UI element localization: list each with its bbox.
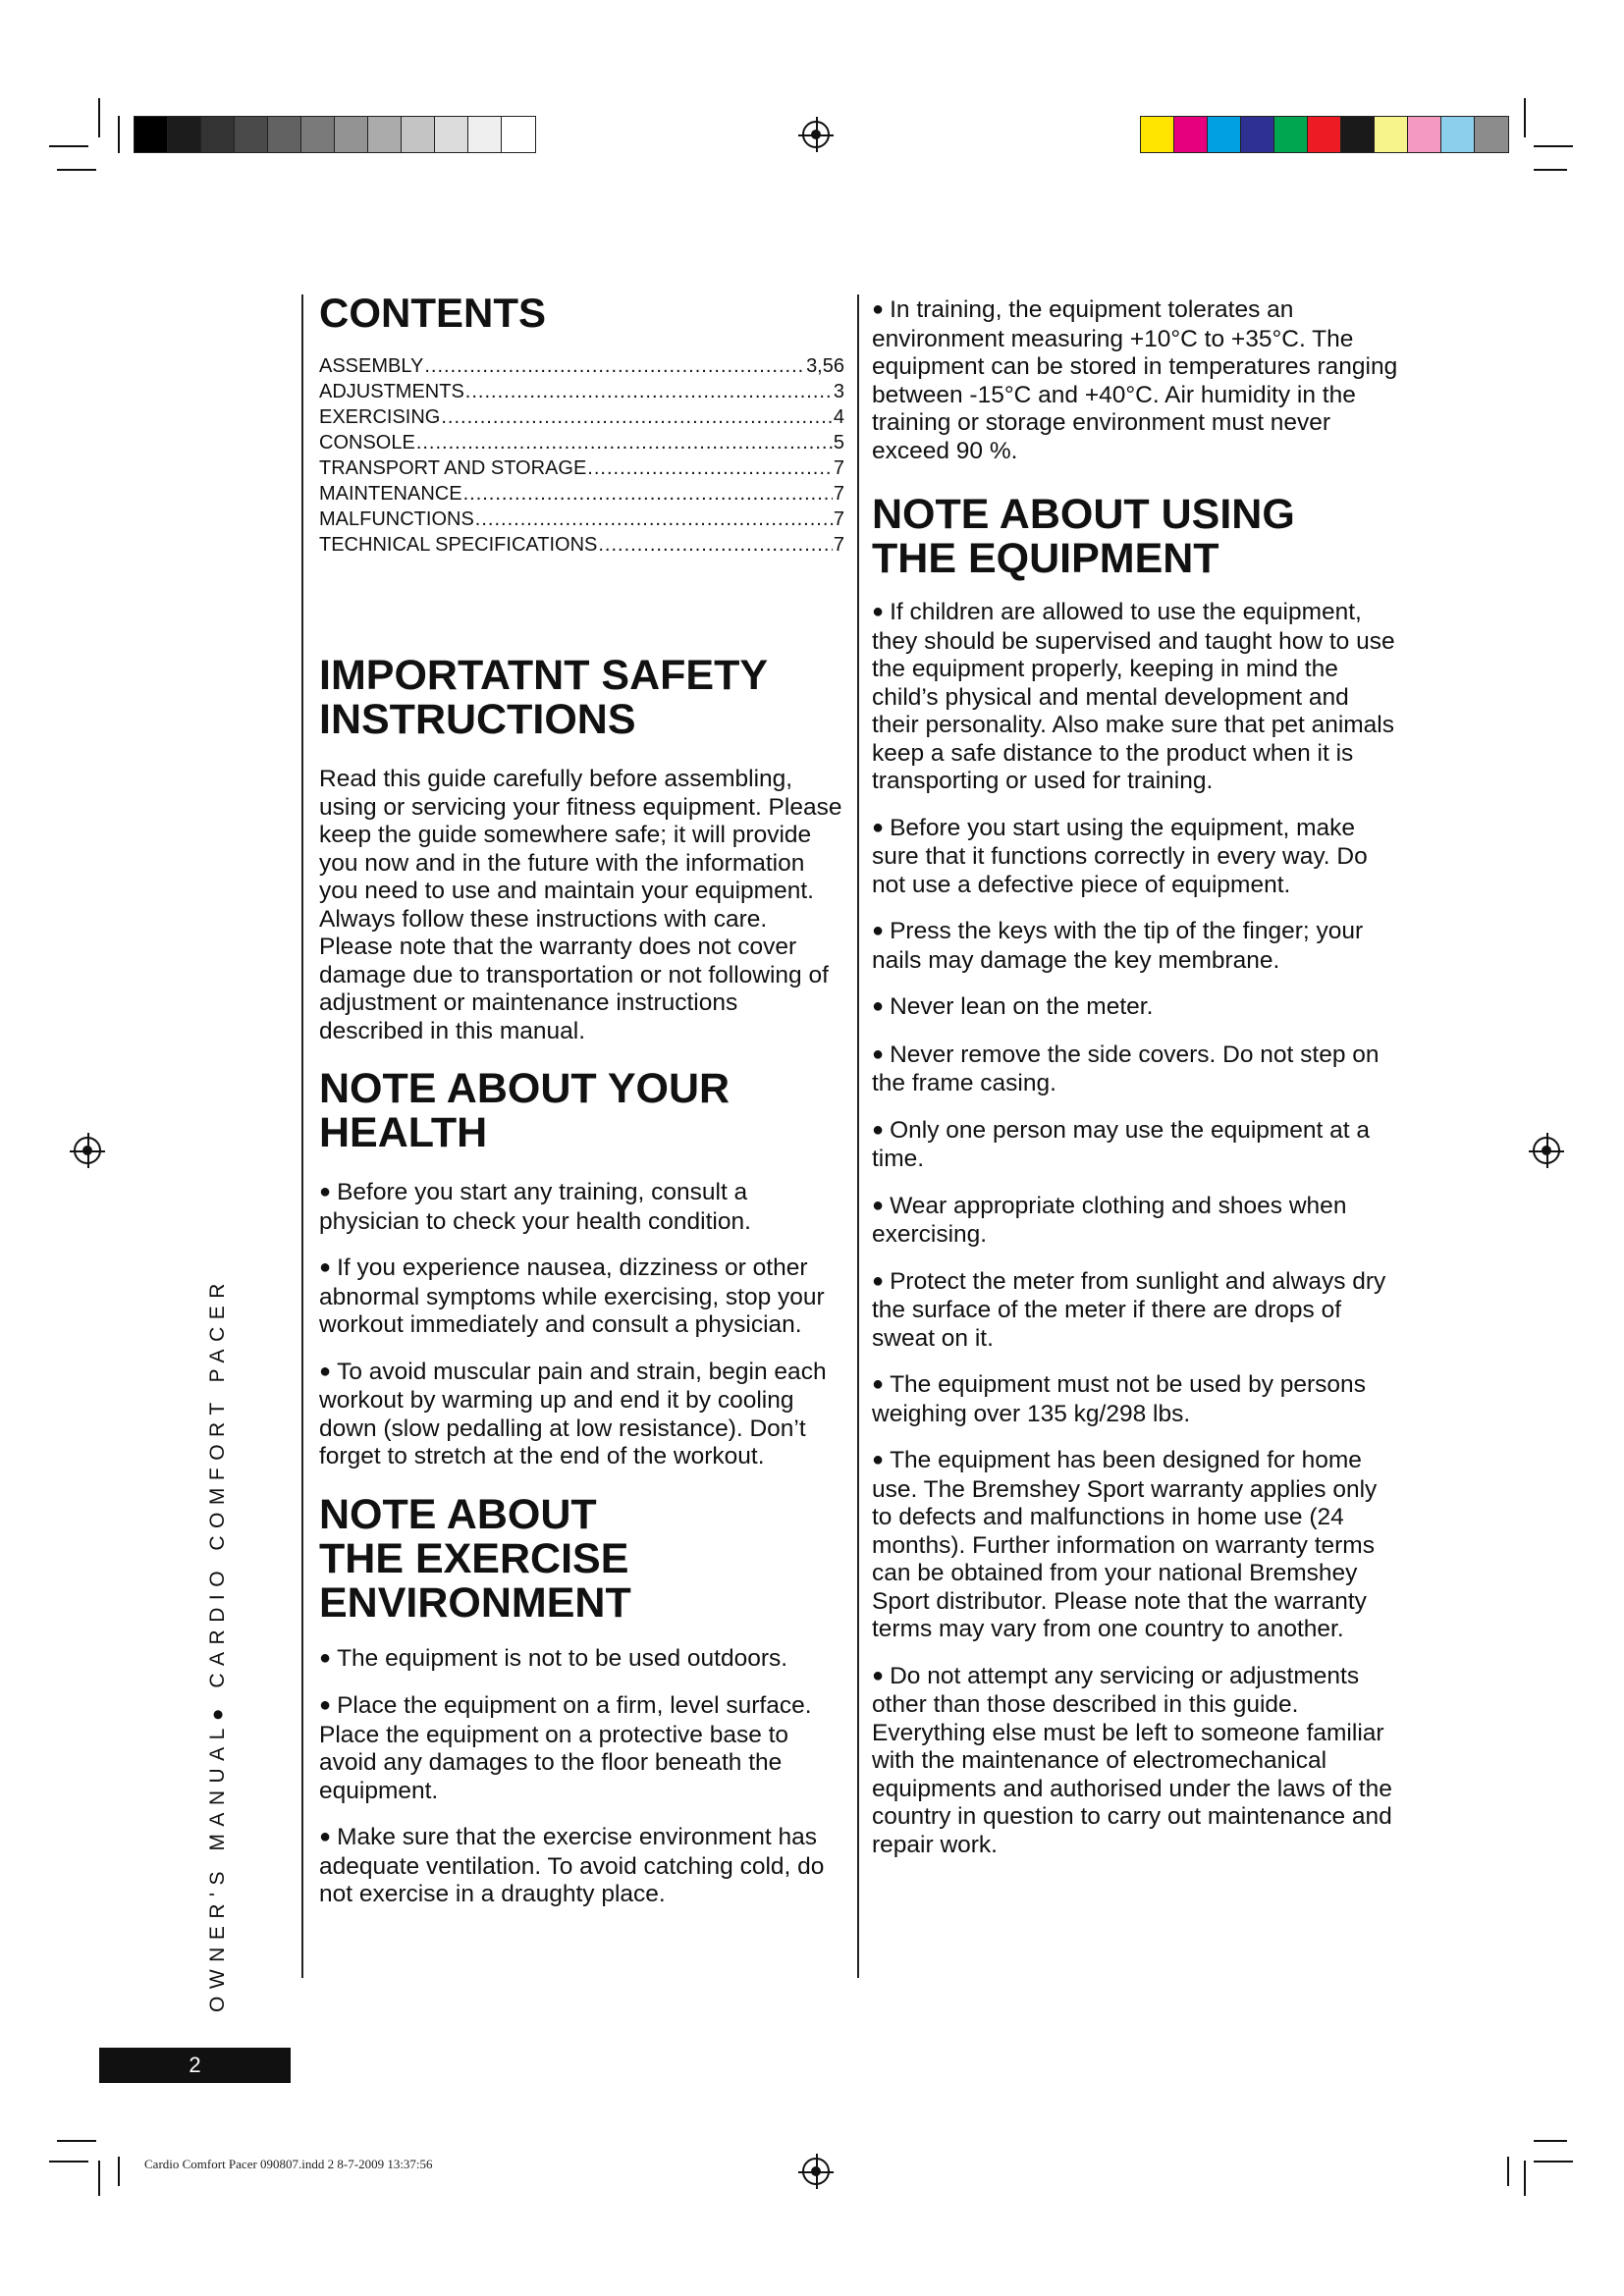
toc-leader	[416, 430, 833, 455]
grayscale-color-bar	[134, 116, 536, 153]
toc-leader	[465, 379, 833, 404]
toc-page: 7	[833, 508, 844, 530]
toc-page: 3,56	[806, 355, 844, 377]
table-of-contents	[319, 353, 844, 558]
grayscale-swatch	[135, 117, 168, 152]
process-color-swatch	[1375, 117, 1408, 152]
toc-row	[319, 430, 844, 455]
safety-body: Read this guide carefully before assembling, using or servicing your fitness equipment. Please keep the guide somewhere safe; it will provide you now and in the future with the information you need to use and maintain your equipment. Always follow these instructions with care. Please note that the warranty does not cover damage due to transportation or not following of adjustment or maintenance instructions described in this manual.	[319, 766, 842, 1044]
toc-leader	[424, 353, 805, 379]
process-color-bar	[1140, 116, 1509, 153]
environment-list	[319, 1645, 844, 1909]
process-color-swatch	[1241, 117, 1274, 152]
sidebar-manual-title: OWNER'S MANUAL● CARDIO COMFORT PACER	[206, 1276, 229, 2012]
contents-title: CONTENTS	[319, 290, 546, 336]
toc-label: TECHNICAL SPECIFICATIONS	[319, 534, 598, 556]
list-item: ● Before you start any training, consult a physician to check your health condition.	[319, 1179, 844, 1236]
toc-leader	[587, 455, 833, 481]
list-item: ● If you experience nausea, dizziness or other abnormal symptoms while exercising, stop your workout immediately and consult a physician.	[319, 1255, 844, 1340]
registration-mark-icon	[802, 121, 830, 148]
grayscale-swatch	[502, 117, 535, 152]
list-item: ● Protect the meter from sunlight and always dry the surface of the meter if there are drops of sweat on it.	[872, 1268, 1402, 1354]
process-color-swatch	[1475, 117, 1508, 152]
toc-page: 7	[833, 483, 844, 505]
toc-leader	[463, 481, 833, 507]
registration-mark-icon	[802, 2158, 830, 2185]
toc-label: MAINTENANCE	[319, 483, 462, 505]
process-color-swatch	[1208, 117, 1241, 152]
grayscale-swatch	[201, 117, 235, 152]
toc-row	[319, 353, 844, 379]
toc-page: 4	[833, 406, 844, 428]
registration-mark-icon	[74, 1137, 101, 1164]
toc-row	[319, 379, 844, 404]
toc-page: 7	[833, 457, 844, 479]
process-color-swatch	[1341, 117, 1375, 152]
toc-label: MALFUNCTIONS	[319, 508, 474, 530]
list-item: ● Place the equipment on a firm, level surface. Place the equipment on a protective base to avoid any damages to the floor beneath the equipment.	[319, 1692, 844, 1805]
grayscale-swatch	[168, 117, 201, 152]
list-item: ● Wear appropriate clothing and shoes when exercising.	[872, 1193, 1402, 1250]
list-item: ● Do not attempt any servicing or adjustments other than those described in this guide. Everything else must be left to someone familiar with the maintenance of electromechanical equipments and authorised under the laws of the country in question to carry out maintenance and repair work.	[872, 1663, 1402, 1860]
grayscale-swatch	[235, 117, 268, 152]
using-list	[872, 599, 1402, 1859]
toc-row	[319, 481, 844, 507]
using-title: NOTE ABOUT USING THE EQUIPMENT	[872, 491, 1295, 582]
process-color-swatch	[1441, 117, 1475, 152]
environment-title: NOTE ABOUT THE EXERCISE ENVIRONMENT	[319, 1490, 631, 1627]
list-item: ● Never remove the side covers. Do not step on the frame casing.	[872, 1041, 1402, 1098]
grayscale-swatch	[402, 117, 435, 152]
process-color-swatch	[1308, 117, 1341, 152]
grayscale-swatch	[335, 117, 368, 152]
process-color-swatch	[1141, 117, 1174, 152]
list-item: ● Make sure that the exercise environment has adequate ventilation. To avoid catching cold, do not exercise in a draughty place.	[319, 1824, 844, 1909]
page-number: 2	[99, 2048, 291, 2083]
grayscale-swatch	[435, 117, 468, 152]
toc-row	[319, 532, 844, 558]
toc-page: 5	[833, 432, 844, 454]
process-color-swatch	[1174, 117, 1208, 152]
grayscale-swatch	[468, 117, 502, 152]
health-title: NOTE ABOUT YOUR HEALTH	[319, 1065, 731, 1156]
toc-label: TRANSPORT AND STORAGE	[319, 457, 587, 479]
toc-leader	[598, 532, 833, 558]
health-list	[319, 1179, 844, 1471]
toc-row	[319, 507, 844, 532]
list-item: ● Only one person may use the equipment at a time.	[872, 1117, 1402, 1174]
safety-title: IMPORTATNT SAFETY INSTRUCTIONS	[319, 652, 769, 743]
process-color-swatch	[1274, 117, 1308, 152]
list-item: ● Before you start using the equipment, make sure that it functions correctly in every way. Do not use a defective piece of equipment.	[872, 815, 1402, 900]
list-item: ● Press the keys with the tip of the finger; your nails may damage the key membrane.	[872, 918, 1402, 975]
list-item: ● To avoid muscular pain and strain, begin each workout by warming up and end it by cooling down (slow pedalling at low resistance). Don’t forget to stretch at the end of the workout.	[319, 1359, 844, 1471]
list-item: ● If children are allowed to use the equipment, they should be supervised and taught how to use the equipment properly, keeping in mind the child’s physical and mental development and their personality. Also make sure that pet animals keep a safe distance to the product when it is transporting or used for training.	[872, 599, 1402, 796]
footer-slug: Cardio Comfort Pacer 090807.indd 2 8-7-2009 13:37:56	[144, 2157, 433, 2171]
list-item: ● Never lean on the meter.	[872, 993, 1402, 1023]
list-item: ● The equipment must not be used by persons weighing over 135 kg/298 lbs.	[872, 1371, 1402, 1428]
right-column-rule	[857, 294, 859, 1978]
toc-label: EXERCISING	[319, 406, 441, 428]
toc-page: 7	[833, 534, 844, 556]
right-column	[872, 296, 1402, 1859]
grayscale-swatch	[368, 117, 402, 152]
list-item: ● In training, the equipment tolerates an environment measuring +10°C to +35°C. The equipment can be stored in temperatures ranging between -15°C and +40°C. Air humidity in the training or storage environment must never exceed 90 %.	[872, 296, 1402, 465]
process-color-swatch	[1408, 117, 1441, 152]
toc-row	[319, 404, 844, 430]
toc-leader	[441, 404, 833, 430]
list-item: ● The equipment is not to be used outdoors.	[319, 1645, 844, 1675]
toc-row	[319, 455, 844, 481]
left-column	[319, 291, 844, 1909]
grayscale-swatch	[301, 117, 335, 152]
toc-label: CONSOLE	[319, 432, 415, 454]
list-item: ● The equipment has been designed for home use. The Bremshey Sport warranty applies only to defects and malfunctions in home use (24 months). Further information on warranty terms can be obtained from your national Bremshey Sport distributor. Please note that the warranty terms may vary from one country to another.	[872, 1447, 1402, 1644]
toc-page: 3	[833, 381, 844, 402]
grayscale-swatch	[268, 117, 301, 152]
registration-mark-icon	[1533, 1137, 1560, 1164]
toc-leader	[475, 507, 833, 532]
toc-label: ADJUSTMENTS	[319, 381, 464, 402]
left-column-rule	[301, 294, 303, 1978]
toc-label: ASSEMBLY	[319, 355, 424, 377]
